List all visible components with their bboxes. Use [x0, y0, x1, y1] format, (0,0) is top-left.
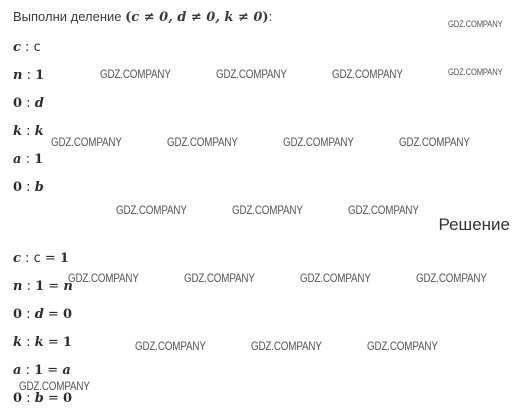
dividend: c [13, 251, 21, 266]
dividend: 0 [13, 391, 23, 406]
exercise-item [13, 152, 43, 167]
watermark-text: GDZ.COMPANY [399, 135, 470, 149]
watermark-text: GDZ.COMPANY [216, 67, 287, 81]
division-sign: : [20, 40, 34, 55]
divisor: b [34, 180, 44, 195]
exercise-item [13, 68, 44, 83]
condition-separator: , [168, 10, 178, 25]
quotient: a [62, 363, 71, 378]
solution-item [13, 391, 72, 406]
divisor: c [33, 251, 41, 266]
watermark-text: GDZ.COMPANY [416, 271, 487, 285]
dividend: a [13, 152, 22, 167]
division-sign: : [22, 279, 36, 294]
solution-item [13, 279, 73, 294]
divisor: 1 [35, 279, 45, 294]
watermark-text: GDZ.COMPANY [232, 203, 303, 217]
division-sign: : [22, 180, 35, 195]
division-sign: : [22, 96, 35, 111]
watermark-text: GDZ.COMPANY [167, 135, 238, 149]
solution-item [13, 307, 72, 322]
solution-heading: Решение [438, 215, 510, 234]
close-paren: ) [262, 10, 269, 25]
dividend: 0 [13, 307, 23, 322]
watermark-text: GDZ.COMPANY [367, 339, 438, 353]
dividend: k [13, 335, 23, 350]
watermark-text: GDZ.COMPANY [348, 203, 419, 217]
quotient: 1 [62, 335, 72, 350]
watermark-text: GDZ.COMPANY [100, 67, 171, 81]
exercise-item [13, 40, 41, 55]
watermark-text: GDZ.COMPANY [184, 271, 255, 285]
quotient: 1 [59, 251, 69, 266]
open-paren: ( [125, 10, 132, 25]
division-sign: : [21, 152, 35, 167]
task-suffix: : [268, 9, 273, 24]
quotient: 0 [62, 307, 73, 322]
condition-separator: , [215, 10, 225, 25]
exercise-item [13, 124, 44, 139]
equals-sign: = [43, 335, 63, 350]
task-conditions [131, 9, 262, 24]
division-sign: : [21, 363, 35, 378]
division-sign: : [22, 391, 35, 406]
divisor: 1 [35, 68, 45, 83]
divisor: d [34, 307, 44, 322]
quotient: n [63, 279, 73, 294]
division-sign: : [22, 335, 35, 350]
equals-sign: = [43, 363, 63, 378]
dividend: n [13, 279, 23, 294]
division-sign: : [22, 307, 35, 322]
divisor: d [34, 96, 44, 111]
equals-sign: = [43, 307, 63, 322]
exercise-item [13, 96, 44, 111]
watermark-text: GDZ.COMPANY [116, 203, 187, 217]
condition: k ≠ 0 [224, 10, 263, 25]
solution-item [13, 251, 69, 266]
equals-sign: = [43, 391, 63, 406]
watermark-text: GDZ.COMPANY [448, 67, 503, 77]
division-sign: : [20, 251, 34, 266]
dividend: n [13, 68, 23, 83]
division-sign: : [22, 124, 35, 139]
dividend: 0 [13, 96, 23, 111]
task-title [13, 9, 272, 25]
condition: c ≠ 0 [131, 10, 169, 25]
divisor: c [33, 40, 41, 55]
solution-item [13, 363, 71, 378]
divisor: k [34, 124, 44, 139]
divisor: k [34, 335, 44, 350]
dividend: c [13, 40, 21, 55]
exercise-item [13, 180, 44, 195]
watermark-text: GDZ.COMPANY [251, 339, 322, 353]
equals-sign: = [40, 251, 60, 266]
divisor: 1 [34, 363, 44, 378]
watermark-text: GDZ.COMPANY [300, 271, 371, 285]
dividend: k [13, 124, 23, 139]
dividend: a [13, 363, 22, 378]
task-prefix: Выполни деление [13, 9, 126, 24]
watermark-text: GDZ.COMPANY [51, 135, 122, 149]
watermark-text: GDZ.COMPANY [283, 135, 354, 149]
watermark-text: GDZ.COMPANY [135, 339, 206, 353]
solution-item [13, 335, 72, 350]
divisor: b [34, 391, 44, 406]
watermark-text: GDZ.COMPANY [448, 19, 503, 29]
division-sign: : [22, 68, 36, 83]
watermark-text: GDZ.COMPANY [19, 379, 90, 393]
divisor: 1 [34, 152, 44, 167]
watermark-text: GDZ.COMPANY [332, 67, 403, 81]
equals-sign: = [44, 279, 64, 294]
watermark-text: GDZ.COMPANY [68, 271, 139, 285]
quotient: 0 [62, 391, 73, 406]
dividend: 0 [13, 180, 23, 195]
condition: d ≠ 0 [177, 10, 216, 25]
